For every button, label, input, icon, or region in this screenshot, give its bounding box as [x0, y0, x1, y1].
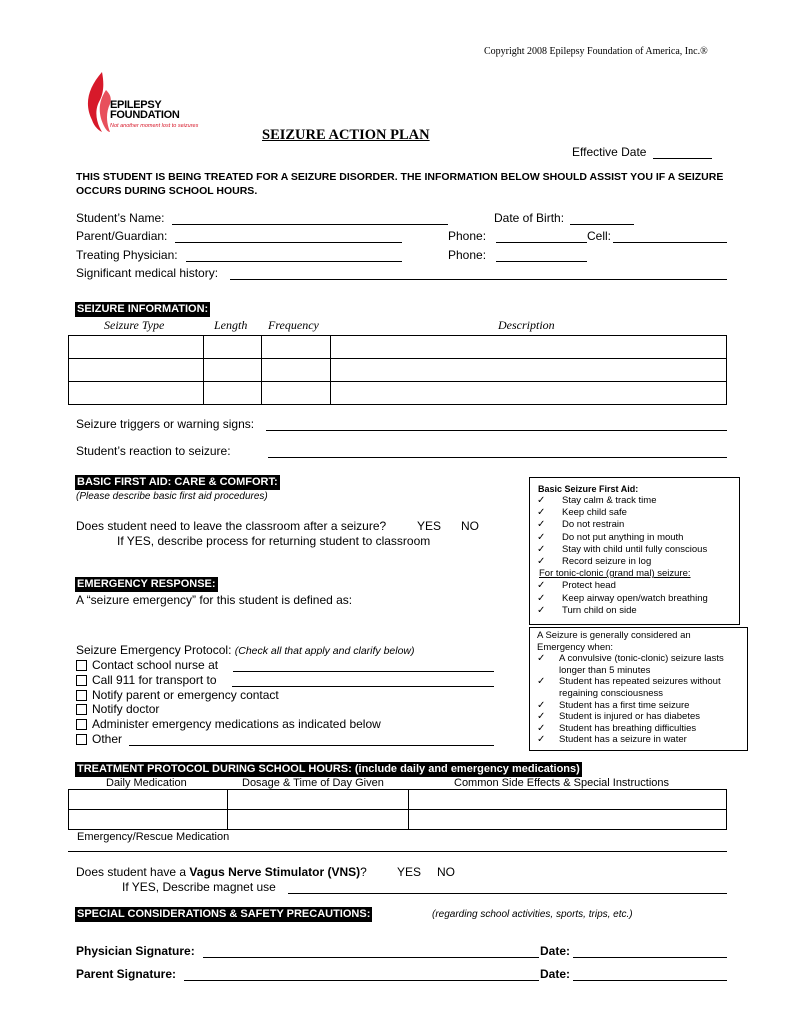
option-notify-parent[interactable] — [76, 688, 381, 703]
checkbox[interactable] — [76, 675, 87, 686]
list-item — [537, 711, 724, 723]
table-row — [69, 810, 727, 830]
reaction-label: Student’s reaction to seizure: — [76, 444, 231, 458]
nurse-contact-field[interactable] — [233, 658, 494, 672]
logo-line-2: FOUNDATION — [110, 109, 180, 121]
check-icon: ✓ — [537, 519, 546, 531]
physician-label: Treating Physician: — [76, 248, 178, 262]
parent-signature-field[interactable] — [184, 967, 539, 981]
check-icon: ✓ — [537, 580, 546, 592]
list-item-text: longer than 5 minutes — [559, 664, 651, 676]
emergency-box-intro-2: Emergency when: — [537, 641, 614, 653]
table-cell[interactable] — [331, 359, 727, 382]
emergency-box-list — [537, 630, 724, 746]
first-aid-box-title: Basic Seizure First Aid: — [538, 484, 639, 494]
cell-label: Cell: — [587, 229, 612, 243]
table-cell[interactable] — [69, 336, 204, 359]
list-item — [537, 519, 708, 531]
parent-date-label: Date: — [540, 967, 571, 981]
effective-date-field[interactable] — [653, 145, 712, 159]
table-cell[interactable] — [204, 336, 262, 359]
phone-label-2: Phone: — [448, 248, 487, 262]
check-icon: ✓ — [537, 531, 546, 543]
history-field[interactable] — [230, 266, 727, 280]
magnet-use-field[interactable] — [288, 880, 727, 894]
col-dosage: Dosage & Time of Day Given — [242, 777, 384, 789]
intro-text: THIS STUDENT IS BEING TREATED FOR A SEIZURE DISORDER. THE INFORMATION BELOW SHOULD ASSIST YOU IF A SEIZURE OCCURS DURING SCHOOL HOURS. — [76, 171, 724, 197]
logo-tagline: Not another moment lost to seizures — [110, 123, 199, 129]
vns-no-option[interactable]: NO — [437, 865, 455, 879]
tonic-clonic-heading: For tonic-clonic (grand mal) seizure: — [539, 568, 691, 580]
transport-field[interactable] — [232, 673, 494, 687]
table-cell[interactable] — [69, 790, 228, 810]
list-item — [537, 676, 724, 688]
option-notify-doctor[interactable] — [76, 702, 381, 717]
treatment-table — [68, 789, 727, 830]
check-icon: ✓ — [537, 734, 546, 746]
first-aid-header: BASIC FIRST AID: CARE & COMFORT: — [77, 476, 278, 488]
option-label: Notify parent or emergency contact — [92, 687, 279, 702]
table-cell[interactable] — [228, 810, 409, 830]
col-frequency: Frequency — [268, 318, 319, 332]
list-item — [537, 556, 708, 568]
table-cell[interactable] — [204, 359, 262, 382]
col-description: Description — [498, 318, 555, 332]
table-cell[interactable] — [204, 382, 262, 405]
first-aid-box-list — [537, 495, 708, 617]
leave-yes-option[interactable]: YES — [417, 519, 442, 533]
treatment-header: TREATMENT PROTOCOL DURING SCHOOL HOURS: (include daily and emergency medications) — [77, 763, 580, 775]
table-cell[interactable] — [69, 359, 204, 382]
first-aid-info-box — [529, 477, 740, 625]
check-icon: ✓ — [537, 653, 546, 665]
col-seizure-type: Seizure Type — [104, 318, 165, 332]
list-item-text: Student is injured or has diabetes — [559, 711, 701, 723]
table-row — [69, 359, 727, 382]
parent-label: Parent/Guardian: — [76, 229, 168, 243]
triggers-field[interactable] — [266, 417, 727, 431]
first-aid-note: (Please describe basic first aid procedures) — [76, 491, 268, 502]
table-cell[interactable] — [409, 790, 727, 810]
table-cell[interactable] — [228, 790, 409, 810]
seizure-info-header: SEIZURE INFORMATION: — [77, 303, 209, 315]
col-length: Length — [214, 318, 248, 332]
list-item — [537, 734, 724, 746]
parent-field[interactable] — [175, 229, 402, 243]
physician-signature-field[interactable] — [203, 944, 539, 958]
emergency-info-box — [529, 627, 748, 751]
table-row — [69, 336, 727, 359]
list-item — [537, 593, 708, 605]
return-process-label: If YES, describe process for returning student to classroom — [117, 534, 431, 548]
list-item-text: Record seizure in log — [562, 556, 652, 568]
table-cell[interactable] — [69, 810, 228, 830]
list-item-text: Student has a first time seizure — [559, 699, 690, 711]
list-item — [537, 700, 724, 712]
epilepsy-foundation-logo — [84, 70, 214, 134]
check-icon: ✓ — [537, 556, 546, 568]
list-item-text: Student has breathing difficulties — [559, 722, 697, 734]
other-field[interactable] — [129, 732, 494, 746]
table-cell[interactable] — [69, 382, 204, 405]
option-label: Call 911 for transport to — [92, 672, 217, 687]
vns-question-bold: Vagus Nerve Stimulator (VNS) — [189, 865, 361, 879]
divider — [68, 851, 727, 852]
option-label: Administer emergency medications as indicated below — [92, 717, 381, 732]
list-item-text: regaining consciousness — [559, 687, 664, 699]
table-cell[interactable] — [331, 382, 727, 405]
list-item — [537, 653, 724, 665]
vns-question-text: Does student have a — [76, 865, 187, 879]
col-daily-medication: Daily Medication — [106, 777, 187, 789]
check-icon: ✓ — [537, 543, 546, 555]
checkbox[interactable] — [76, 704, 87, 715]
history-label: Significant medical history: — [76, 266, 219, 280]
effective-date-label: Effective Date — [572, 145, 647, 159]
list-item-text: Keep airway open/watch breathing — [562, 592, 708, 604]
option-label: Contact school nurse at — [92, 658, 219, 672]
list-item — [537, 605, 708, 617]
option-label: Notify doctor — [92, 702, 160, 717]
reaction-field[interactable] — [268, 444, 727, 458]
protocol-note: (Check all that apply and clarify below) — [234, 645, 415, 657]
list-item-text: Turn child on side — [562, 604, 637, 616]
phone-field-2[interactable] — [496, 248, 587, 262]
list-item-text: Stay calm & track time — [562, 495, 657, 506]
col-side-effects: Common Side Effects & Special Instructions — [454, 777, 670, 789]
emergency-defined-label: A “seizure emergency” for this student is defined as: — [76, 593, 353, 607]
checkbox[interactable] — [76, 660, 87, 671]
physician-signature-label: Physician Signature: — [76, 944, 195, 958]
cell-field[interactable] — [613, 229, 727, 243]
option-label: Other — [92, 731, 123, 746]
check-icon: ✓ — [537, 711, 546, 723]
checkbox[interactable] — [76, 734, 87, 745]
list-item-text: Do not put anything in mouth — [562, 531, 684, 543]
list-item-text: Student has a seizure in water — [559, 734, 687, 746]
copyright-notice: Copyright 2008 Epilepsy Foundation of America, Inc.® — [484, 46, 708, 57]
table-cell[interactable] — [262, 359, 331, 382]
student-name-field[interactable] — [172, 211, 448, 225]
vns-question-mark: ? — [360, 865, 367, 879]
dob-label: Date of Birth: — [494, 211, 565, 225]
parent-signature-label: Parent Signature: — [76, 967, 177, 981]
dob-field[interactable] — [570, 211, 634, 225]
leave-no-option[interactable]: NO — [461, 519, 479, 533]
phone-label-1: Phone: — [448, 229, 487, 243]
check-icon: ✓ — [537, 604, 546, 616]
list-item-text: Protect head — [562, 580, 616, 592]
physician-date-label: Date: — [540, 944, 571, 958]
list-item — [537, 544, 708, 556]
list-item — [537, 532, 708, 544]
check-icon: ✓ — [537, 592, 546, 604]
table-row — [69, 790, 727, 810]
rescue-medication-label: Emergency/Rescue Medication — [77, 831, 230, 843]
list-item — [537, 507, 708, 519]
option-administer-meds[interactable] — [76, 717, 381, 732]
list-item — [537, 723, 724, 735]
student-name-label: Student’s Name: — [76, 211, 165, 225]
leave-classroom-question: Does student need to leave the classroom after a seizure? — [76, 519, 387, 533]
vns-yes-option[interactable]: YES — [397, 865, 422, 879]
triggers-label: Seizure triggers or warning signs: — [76, 417, 255, 431]
physician-date-field[interactable] — [573, 944, 727, 958]
list-item — [537, 580, 708, 592]
list-item-text: Keep child safe — [562, 507, 627, 519]
table-cell[interactable] — [262, 336, 331, 359]
list-item-text: Student has repeated seizures without — [559, 676, 721, 688]
emergency-response-header: EMERGENCY RESPONSE: — [77, 578, 216, 590]
vns-question — [76, 865, 367, 879]
magnet-use-label: If YES, Describe magnet use — [122, 880, 276, 894]
checkbox[interactable] — [76, 719, 87, 730]
table-cell[interactable] — [409, 810, 727, 830]
table-cell[interactable] — [331, 336, 727, 359]
list-item-text: A convulsive (tonic-clonic) seizure lasts — [559, 653, 724, 665]
physician-field[interactable] — [186, 248, 402, 262]
protocol-label-text: Seizure Emergency Protocol: — [76, 643, 232, 657]
list-item-text: Stay with child until fully conscious — [562, 543, 708, 555]
page-title: SEIZURE ACTION PLAN — [262, 127, 430, 143]
seizure-info-table — [68, 335, 727, 405]
table-cell[interactable] — [262, 382, 331, 405]
special-considerations-header: SPECIAL CONSIDERATIONS & SAFETY PRECAUTIONS: — [77, 908, 371, 920]
parent-date-field[interactable] — [573, 967, 727, 981]
list-item-text: Do not restrain — [562, 519, 625, 531]
table-row — [69, 382, 727, 405]
emergency-box-intro-1: A Seizure is generally considered an — [537, 630, 691, 641]
check-icon: ✓ — [537, 722, 546, 734]
logo-line-1: EPILEPSY — [110, 99, 162, 111]
protocol-label — [76, 643, 415, 657]
checkbox[interactable] — [76, 690, 87, 701]
list-item — [537, 495, 708, 507]
check-icon: ✓ — [537, 495, 546, 506]
check-icon: ✓ — [537, 676, 546, 688]
check-icon: ✓ — [537, 699, 546, 711]
check-icon: ✓ — [537, 507, 546, 519]
special-considerations-note: (regarding school activities, sports, trips, etc.) — [432, 909, 633, 920]
phone-field-1[interactable] — [496, 229, 587, 243]
